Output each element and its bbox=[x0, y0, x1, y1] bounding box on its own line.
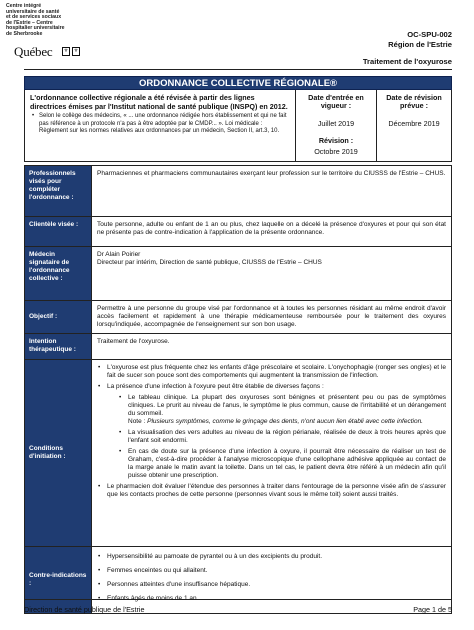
planned-revision-value: Décembre 2019 bbox=[388, 118, 440, 128]
table-row bbox=[25, 166, 452, 217]
revision-label: Révision : bbox=[318, 136, 354, 146]
diagnosis-methods-list bbox=[117, 394, 446, 480]
dates-column bbox=[296, 90, 377, 161]
table-row bbox=[25, 334, 452, 360]
quebec-wordmark: Québec bbox=[14, 44, 53, 59]
list-item: • La visualisation des vers adultes au niveau de la région périanale, réalisée de deux à trois heures après que l'enfant soit endormi. bbox=[117, 429, 446, 445]
row-content-intention: Traitement de l'oxyurose. bbox=[92, 334, 452, 360]
list-item bbox=[97, 383, 446, 480]
fleur-de-lys-icon: ⚜ bbox=[73, 48, 79, 54]
entry-date-label: Date d'entrée en vigueur : bbox=[308, 93, 364, 111]
list-item: • Femmes enceintes ou qui allaitent. bbox=[97, 567, 446, 575]
doctor-role: Directeur par intérim, Direction de santé publique, CIUSSS de l'Estrie – CHUS bbox=[97, 258, 322, 266]
table-row bbox=[25, 217, 452, 247]
note-text: Plusieurs symptômes, comme le grinçage des dents, n'ont aucun lien établi avec cette infection. bbox=[147, 418, 423, 426]
row-label-clientele: Clientèle visée : bbox=[25, 217, 92, 247]
list-item: • Personnes atteintes d'une insuffisance hépatique. bbox=[97, 581, 446, 589]
intro-note: • Selon le collège des médecins, « ... une ordonnance rédigée hors établissement et qui ne fait pas référence à un protocole n'a pas à être adoptée par le CMDP... ». Loi médicale : Règlement sur les normes relatives aux ordonnances par un médecin, Section II, art.3, 10. bbox=[30, 113, 290, 135]
list-item: • Le pharmacien doit évaluer l'étendue des personnes à traiter dans l'entourage de la personne visée afin de s'assurer que les contacts proches de cette personne (personnes vivant sous le même toit) soient aussi traités. bbox=[97, 483, 446, 499]
row-content-contraindications bbox=[92, 547, 452, 614]
row-content-conditions bbox=[92, 360, 452, 547]
ciusss-logo bbox=[6, 4, 156, 38]
revision-value: Octobre 2019 bbox=[314, 146, 358, 156]
header-divider bbox=[24, 69, 452, 70]
table-row bbox=[25, 247, 452, 301]
document-code: OC-SPU-002 bbox=[407, 30, 452, 39]
entry-date-value: Juillet 2019 bbox=[317, 118, 355, 128]
list-item: • Enfants âgés de moins de 1 an. bbox=[97, 595, 446, 603]
intro-text bbox=[25, 90, 296, 161]
table-row bbox=[25, 547, 452, 614]
table-row bbox=[25, 301, 452, 334]
symptom-note bbox=[128, 418, 446, 426]
conditions-list bbox=[97, 364, 446, 499]
planned-revision-column bbox=[377, 90, 451, 161]
diagnosis-intro: La présence d'une infection à l'oxyure peut être établie de diverses façons : bbox=[107, 382, 324, 390]
list-item: • En cas de doute sur la présence d'une infection à oxyure, il pourrait être nécessaire de réaliser un test de Graham, c'est-à-dire procéder à l'analyse microscopique d'une cellophane adhésive appliquée au contact de la marge anale le matin avant la toilette. Dans un tel cas, le patient devra être référé à un médecin afin qu'il puisse obtenir une prescription. bbox=[117, 448, 446, 480]
page-number: Page 1 de 5 bbox=[413, 605, 452, 614]
list-item: • Hypersensibilité au pamoate de pyrantel ou à un des excipients du produit. bbox=[97, 553, 446, 561]
row-content-clientele: Toute personne, adulte ou enfant de 1 an ou plus, chez laquelle on a décelé la présence d'oxyures et pour qui son état ne présente pas de contre-indication à l'application de la présente ordonnance. bbox=[92, 217, 452, 247]
clinical-picture-text: • Le tableau clinique. La plupart des oxyuroses sont bénignes et présentent peu ou pas de symptômes cliniques. Le prurit au niveau de l'anus, le symptôme le plus commun, cause de l'irritabilité et un dérangement du sommeil. bbox=[128, 393, 446, 417]
row-label-conditions: Conditions d'initiation : bbox=[25, 360, 92, 547]
doctor-name: Dr Alain Poirier bbox=[97, 251, 141, 258]
row-label-objective: Objectif : bbox=[25, 301, 92, 334]
row-content-professionals: Pharmaciennes et pharmaciens communautaires exerçant leur profession sur le territoire du CIUSSS de l'Estrie – CHUS. bbox=[92, 166, 452, 217]
list-item bbox=[117, 394, 446, 427]
footer-organization: Direction de santé publique de l'Estrie bbox=[24, 605, 145, 614]
row-content-objective: Permettre à une personne du groupe visé par l'ordonnance et à toutes les personnes résidant au même endroit d'avoir accès facilement et rapidement à une thérapie médicamenteuse remboursée pour le traitement des oxyures lorsqu'indiquée, accompagnée de l'enseignement sur son bon usage. bbox=[92, 301, 452, 334]
fleur-de-lys-icon: ⚜ bbox=[63, 48, 69, 54]
footer-divider bbox=[24, 599, 452, 600]
planned-revision-label: Date de révision prévue : bbox=[386, 93, 442, 111]
order-table bbox=[24, 165, 452, 614]
row-label-doctor: Médecin signataire de l'ordonnance collective : bbox=[25, 247, 92, 301]
table-row bbox=[25, 360, 452, 547]
intro-lead: L'ordonnance collective régionale a été révisée à partir des lignes directrices émises par l'Institut national de santé publique (INSPQ) en 2012. bbox=[30, 93, 288, 111]
document-subject: Traitement de l'oxyurose bbox=[362, 57, 452, 66]
document-title: ORDONNANCE COLLECTIVE RÉGIONALE® bbox=[24, 76, 452, 90]
row-label-professionals: Professionnels visés pour compléter l'ordonnance : bbox=[25, 166, 92, 217]
list-item: • L'oxyurose est plus fréquente chez les enfants d'âge préscolaire et scolaire. L'onychophagie (ronger ses ongles) et le fait de sucer son pouce sont des comportements qui augmentent la transmission de l'infection. bbox=[97, 364, 446, 380]
note-label: Note : bbox=[128, 418, 146, 426]
intro-panel bbox=[24, 90, 452, 162]
contraindications-list bbox=[97, 553, 446, 603]
document-reference bbox=[388, 30, 452, 49]
logo-org-name: Centre intégré universitaire de santé et de services sociaux de l'Estrie – Centre hospitalier universitaire de Sherbrooke bbox=[6, 3, 65, 37]
document-region: Région de l'Estrie bbox=[388, 39, 452, 49]
row-label-intention: Intention thérapeutique : bbox=[25, 334, 92, 360]
row-label-contraindications: Contre-indications : bbox=[25, 547, 92, 614]
row-content-doctor bbox=[92, 247, 452, 301]
